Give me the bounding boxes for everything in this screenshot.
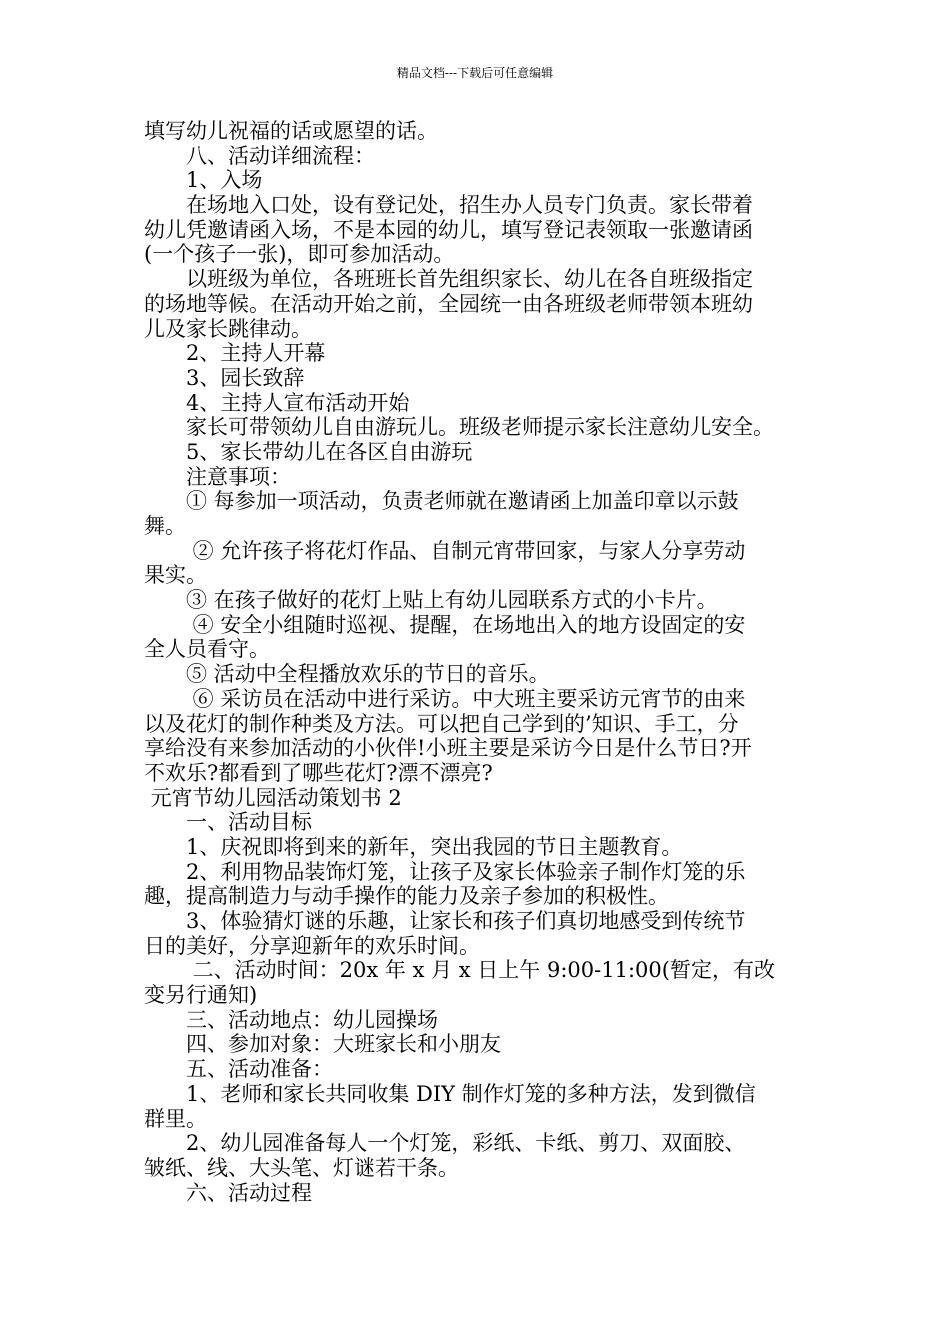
section-heading: 三、活动地点：幼儿园操场 xyxy=(144,1007,438,1032)
note-item: ③ 在孩子做好的花灯上贴上有幼儿园联系方式的小卡片。 xyxy=(144,588,718,613)
step-heading: 5、家长带幼儿在各区自由游玩 xyxy=(144,439,473,464)
note-item: ② 允许孩子将花灯作品、自制元宵带回家，与家人分享劳动 xyxy=(144,538,746,563)
section-heading: 一、活动目标 xyxy=(144,810,312,835)
text-line: 皱纸、线、大头笔、灯谜若干条。 xyxy=(144,1155,459,1180)
text-line: 家长可带领幼儿自由游玩儿。班级老师提示家长注意幼儿安全。 xyxy=(144,415,774,440)
text-line: 填写幼儿祝福的话或愿望的话。 xyxy=(144,119,438,143)
section-heading: 八、活动详细流程： xyxy=(144,143,375,168)
note-item: ④ 安全小组随时巡视、提醒，在场地出入的地方设固定的安 xyxy=(144,612,746,637)
text-line: 幼儿凭邀请函入场，不是本园的幼儿，填写登记表领取一张邀请函 xyxy=(144,217,753,242)
notes-heading: 注意事项： xyxy=(144,464,291,489)
text-line: (一个孩子一张)，即可参加活动。 xyxy=(144,242,455,267)
text-line: 舞。 xyxy=(144,514,186,538)
text-line: 变另行通知) xyxy=(144,983,258,1008)
text-line: 以及花灯的制作种类及方法。可以把自己学到的’知识、手工，分 xyxy=(144,711,739,736)
section-heading: 五、活动准备： xyxy=(144,1057,333,1082)
text-line: 全人员看守。 xyxy=(144,637,270,662)
text-line: 享给没有来参加活动的小伙伴!小班主要是采访今日是什么节日?开 xyxy=(144,736,752,761)
text-line: 2、幼儿园准备每人一个灯笼，彩纸、卡纸、剪刀、双面胶、 xyxy=(144,1131,746,1156)
text-line: 日的美好，分享迎新年的欢乐时间。 xyxy=(144,933,480,958)
section-heading: 四、参加对象：大班家长和小朋友 xyxy=(144,1032,501,1057)
text-line: 1、老师和家长共同收集 DIY 制作灯笼的多种方法，发到微信 xyxy=(144,1081,756,1106)
note-item: ⑤ 活动中全程播放欢乐的节日的音乐。 xyxy=(144,662,550,687)
text-line: 2、利用物品装饰灯笼，让孩子及家长体验亲子制作灯笼的乐 xyxy=(144,859,746,884)
text-line: 在场地入口处，设有登记处，招生办人员专门负责。家长带着 xyxy=(144,193,753,218)
text-line: 的场地等候。在活动开始之前，全园统一由各班级老师带领本班幼 xyxy=(144,291,753,316)
text-line: 3、体验猜灯谜的乐趣，让家长和孩子们真切地感受到传统节 xyxy=(144,909,746,933)
step-heading: 2、主持人开幕 xyxy=(144,341,326,366)
step-heading: 1、入场 xyxy=(144,168,263,193)
step-heading: 4、主持人宣布活动开始 xyxy=(144,390,410,415)
document-subtitle: 元宵节幼儿园活动策划书 2 xyxy=(144,785,402,810)
note-item: ① 每参加一项活动，负责老师就在邀请函上加盖印章以示鼓 xyxy=(144,489,739,514)
text-line: 趣，提高制造力与动手操作的能力及亲子参加的积极性。 xyxy=(144,884,669,909)
text-line: 以班级为单位，各班班长首先组织家长、幼儿在各自班级指定 xyxy=(144,267,753,292)
step-heading: 3、园长致辞 xyxy=(144,365,305,390)
section-heading: 六、活动过程 xyxy=(144,1180,312,1205)
document-body xyxy=(144,119,814,1205)
page-header: 精品文档---下载后可任意编辑 xyxy=(396,66,554,80)
note-item: ⑥ 采访员在活动中进行采访。中大班主要采访元宵节的由来 xyxy=(144,686,746,711)
text-line: 儿及家长跳律动。 xyxy=(144,316,312,341)
text-line: 不欢乐?都看到了哪些花灯?漂不漂亮? xyxy=(144,760,493,785)
text-line: 群里。 xyxy=(144,1106,207,1131)
text-line: 果实。 xyxy=(144,563,207,588)
section-heading: 二、活动时间：20x 年 x 月 x 日上午 9:00-11:00(暂定，有改 xyxy=(144,958,775,983)
text-line: 1、庆祝即将到来的新年，突出我园的节日主题教育。 xyxy=(144,834,683,859)
